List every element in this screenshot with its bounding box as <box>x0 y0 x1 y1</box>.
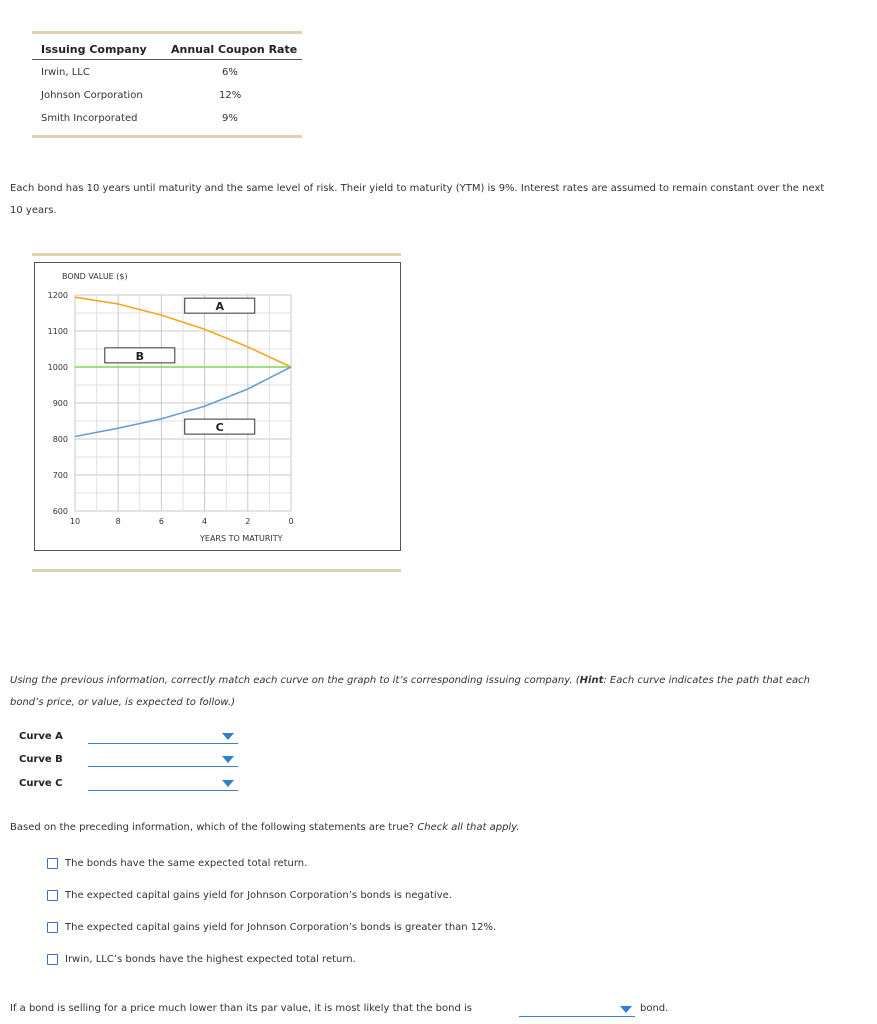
bond-type-dropdown-arrow-icon[interactable] <box>620 1006 632 1013</box>
option-checkbox[interactable] <box>47 954 58 965</box>
question2-instruction: Check all that apply. <box>417 822 520 833</box>
x-tick-label: 6 <box>158 517 164 526</box>
x-tick-label: 0 <box>288 517 294 526</box>
y-tick-label: 1000 <box>47 363 68 372</box>
curve-b-label: Curve B <box>19 754 63 765</box>
chart-top-rule <box>32 253 401 256</box>
x-tick-label: 8 <box>115 517 121 526</box>
x-axis-title: YEARS TO MATURITY <box>200 534 283 543</box>
hint-label: Hint <box>579 675 604 686</box>
option-label[interactable]: The expected capital gains yield for Johnson Corporation’s bonds is negative. <box>65 890 452 901</box>
question3-suffix: bond. <box>640 1003 669 1014</box>
question1-hint: : Each curve indicates the path that each bond’s price, or value, is expected to follow.) <box>10 675 810 708</box>
y-tick-label: 1200 <box>47 291 68 300</box>
table-top-rule <box>32 31 302 34</box>
curve-label-text: A <box>215 300 224 314</box>
x-tick-label: 10 <box>69 517 81 526</box>
curve-b-dropdown[interactable] <box>88 766 238 767</box>
y-tick-label: 800 <box>52 435 68 444</box>
curve-c-label: Curve C <box>19 778 63 789</box>
curve-label-box-b <box>105 348 175 363</box>
option-label[interactable]: The expected capital gains yield for Johnson Corporation’s bonds is greater than 12%. <box>65 922 497 933</box>
y-tick-label: 900 <box>52 399 68 408</box>
question3-text: If a bond is selling for a price much lower than its par value, it is most likely that the bond is <box>10 1003 472 1014</box>
y-tick-label: 1100 <box>47 327 68 336</box>
curve-b-dropdown-arrow-icon[interactable] <box>222 756 234 763</box>
question2-prompt: Based on the preceding information, which of the following statements are true? <box>10 822 415 833</box>
intro-text: Each bond has 10 years until maturity and the same level of risk. Their yield to maturity (YTM) is 9%. Interest rates are assumed to remain constant over the next 10 years. <box>10 183 825 216</box>
question2-text <box>10 817 840 839</box>
table-row-company: Irwin, LLC <box>41 67 90 78</box>
table-row-company: Johnson Corporation <box>41 90 143 101</box>
option-label[interactable]: The bonds have the same expected total return. <box>65 858 308 869</box>
curve-a-dropdown-arrow-icon[interactable] <box>222 733 234 740</box>
chart-bottom-rule <box>32 569 401 572</box>
curve-a-label: Curve A <box>19 731 63 742</box>
option-checkbox[interactable] <box>47 858 58 869</box>
table-bottom-rule <box>32 135 302 138</box>
table-header-divider <box>32 59 302 60</box>
question1-text <box>10 670 840 714</box>
curve-label-box-c <box>185 419 255 434</box>
table-header-rate: Annual Coupon Rate <box>171 43 298 56</box>
table-row-rate: 9% <box>222 113 238 124</box>
question1-lead: Using the previous information, correctly match each curve on the graph to it’s corresponding issuing company. ( <box>10 675 580 686</box>
bond-value-chart <box>34 262 401 551</box>
y-axis-title: BOND VALUE ($) <box>62 272 128 281</box>
curve-label-text: B <box>135 349 144 363</box>
y-tick-label: 600 <box>52 507 68 516</box>
curve-label-text: C <box>215 421 224 435</box>
curve-a-dropdown[interactable] <box>88 743 238 744</box>
bond-type-dropdown[interactable] <box>519 1016 635 1017</box>
curve-label-box-a <box>185 298 255 313</box>
table-header-company: Issuing Company <box>41 43 147 56</box>
curve-c-dropdown[interactable] <box>88 790 238 791</box>
option-label[interactable]: Irwin, LLC’s bonds have the highest expected total return. <box>65 954 356 965</box>
option-checkbox[interactable] <box>47 922 58 933</box>
table-row-rate: 6% <box>222 67 238 78</box>
y-tick-label: 700 <box>52 471 68 480</box>
curve-c-dropdown-arrow-icon[interactable] <box>222 780 234 787</box>
x-tick-label: 2 <box>245 517 251 526</box>
table-row-company: Smith Incorporated <box>41 113 138 124</box>
x-tick-label: 4 <box>202 517 208 526</box>
table-row-rate: 12% <box>219 90 242 101</box>
option-checkbox[interactable] <box>47 890 58 901</box>
